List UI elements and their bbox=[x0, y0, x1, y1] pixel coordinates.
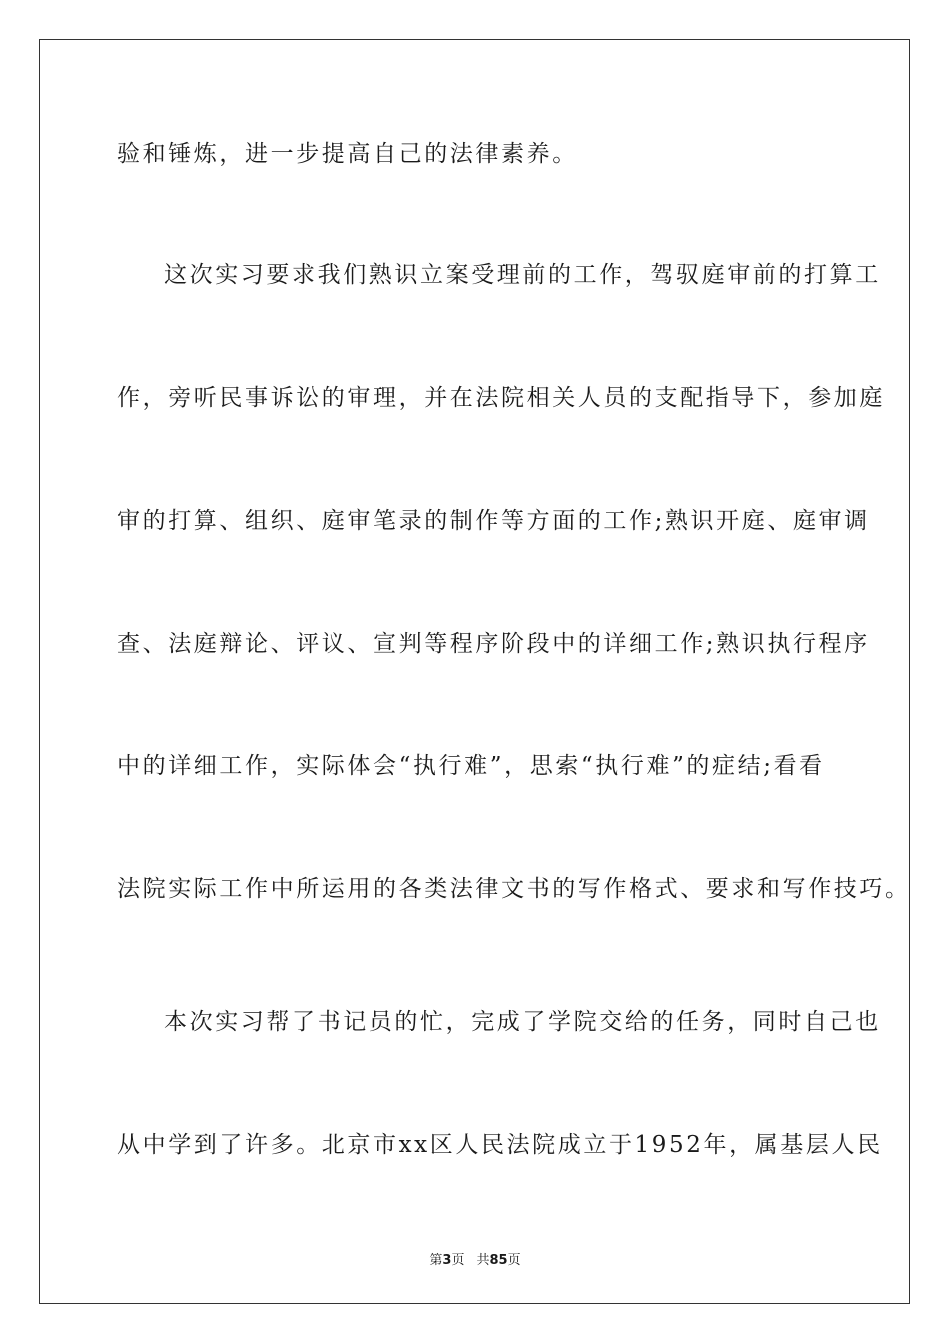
footer-total-prefix: 共 bbox=[476, 1253, 490, 1268]
footer-page-prefix: 第 bbox=[429, 1253, 443, 1268]
text-line-1: 验和锤炼，进一步提高自己的法律素养。 bbox=[117, 141, 578, 167]
text-line-9: 从中学到了许多。北京市xx区人民法院成立于1952年，属基层人民 bbox=[117, 1132, 883, 1158]
page-footer bbox=[0, 1249, 950, 1268]
text-line-6: 中的详细工作，实际体会“执行难”，思索“执行难”的症结;看看 bbox=[117, 753, 825, 779]
text-line-3: 作，旁听民事诉讼的审理，并在法院相关人员的支配指导下，参加庭 bbox=[117, 385, 885, 411]
footer-page-number: 3 bbox=[442, 1253, 452, 1268]
footer-total-pages: 85 bbox=[489, 1253, 508, 1268]
text-line-4: 审的打算、组织、庭审笔录的制作等方面的工作;熟识开庭、庭审调 bbox=[117, 508, 870, 534]
text-line-7: 法院实际工作中所运用的各类法律文书的写作格式、要求和写作技巧。 bbox=[117, 876, 911, 902]
page-border bbox=[39, 39, 910, 1304]
footer-page-suffix: 页 bbox=[451, 1253, 465, 1268]
footer-total-suffix: 页 bbox=[507, 1253, 521, 1268]
text-line-8: 本次实习帮了书记员的忙，完成了学院交给的任务，同时自己也 bbox=[164, 1009, 881, 1035]
text-line-5: 查、法庭辩论、评议、宣判等程序阶段中的详细工作;熟识执行程序 bbox=[117, 631, 870, 657]
text-line-2: 这次实习要求我们熟识立案受理前的工作，驾驭庭审前的打算工 bbox=[164, 262, 881, 288]
